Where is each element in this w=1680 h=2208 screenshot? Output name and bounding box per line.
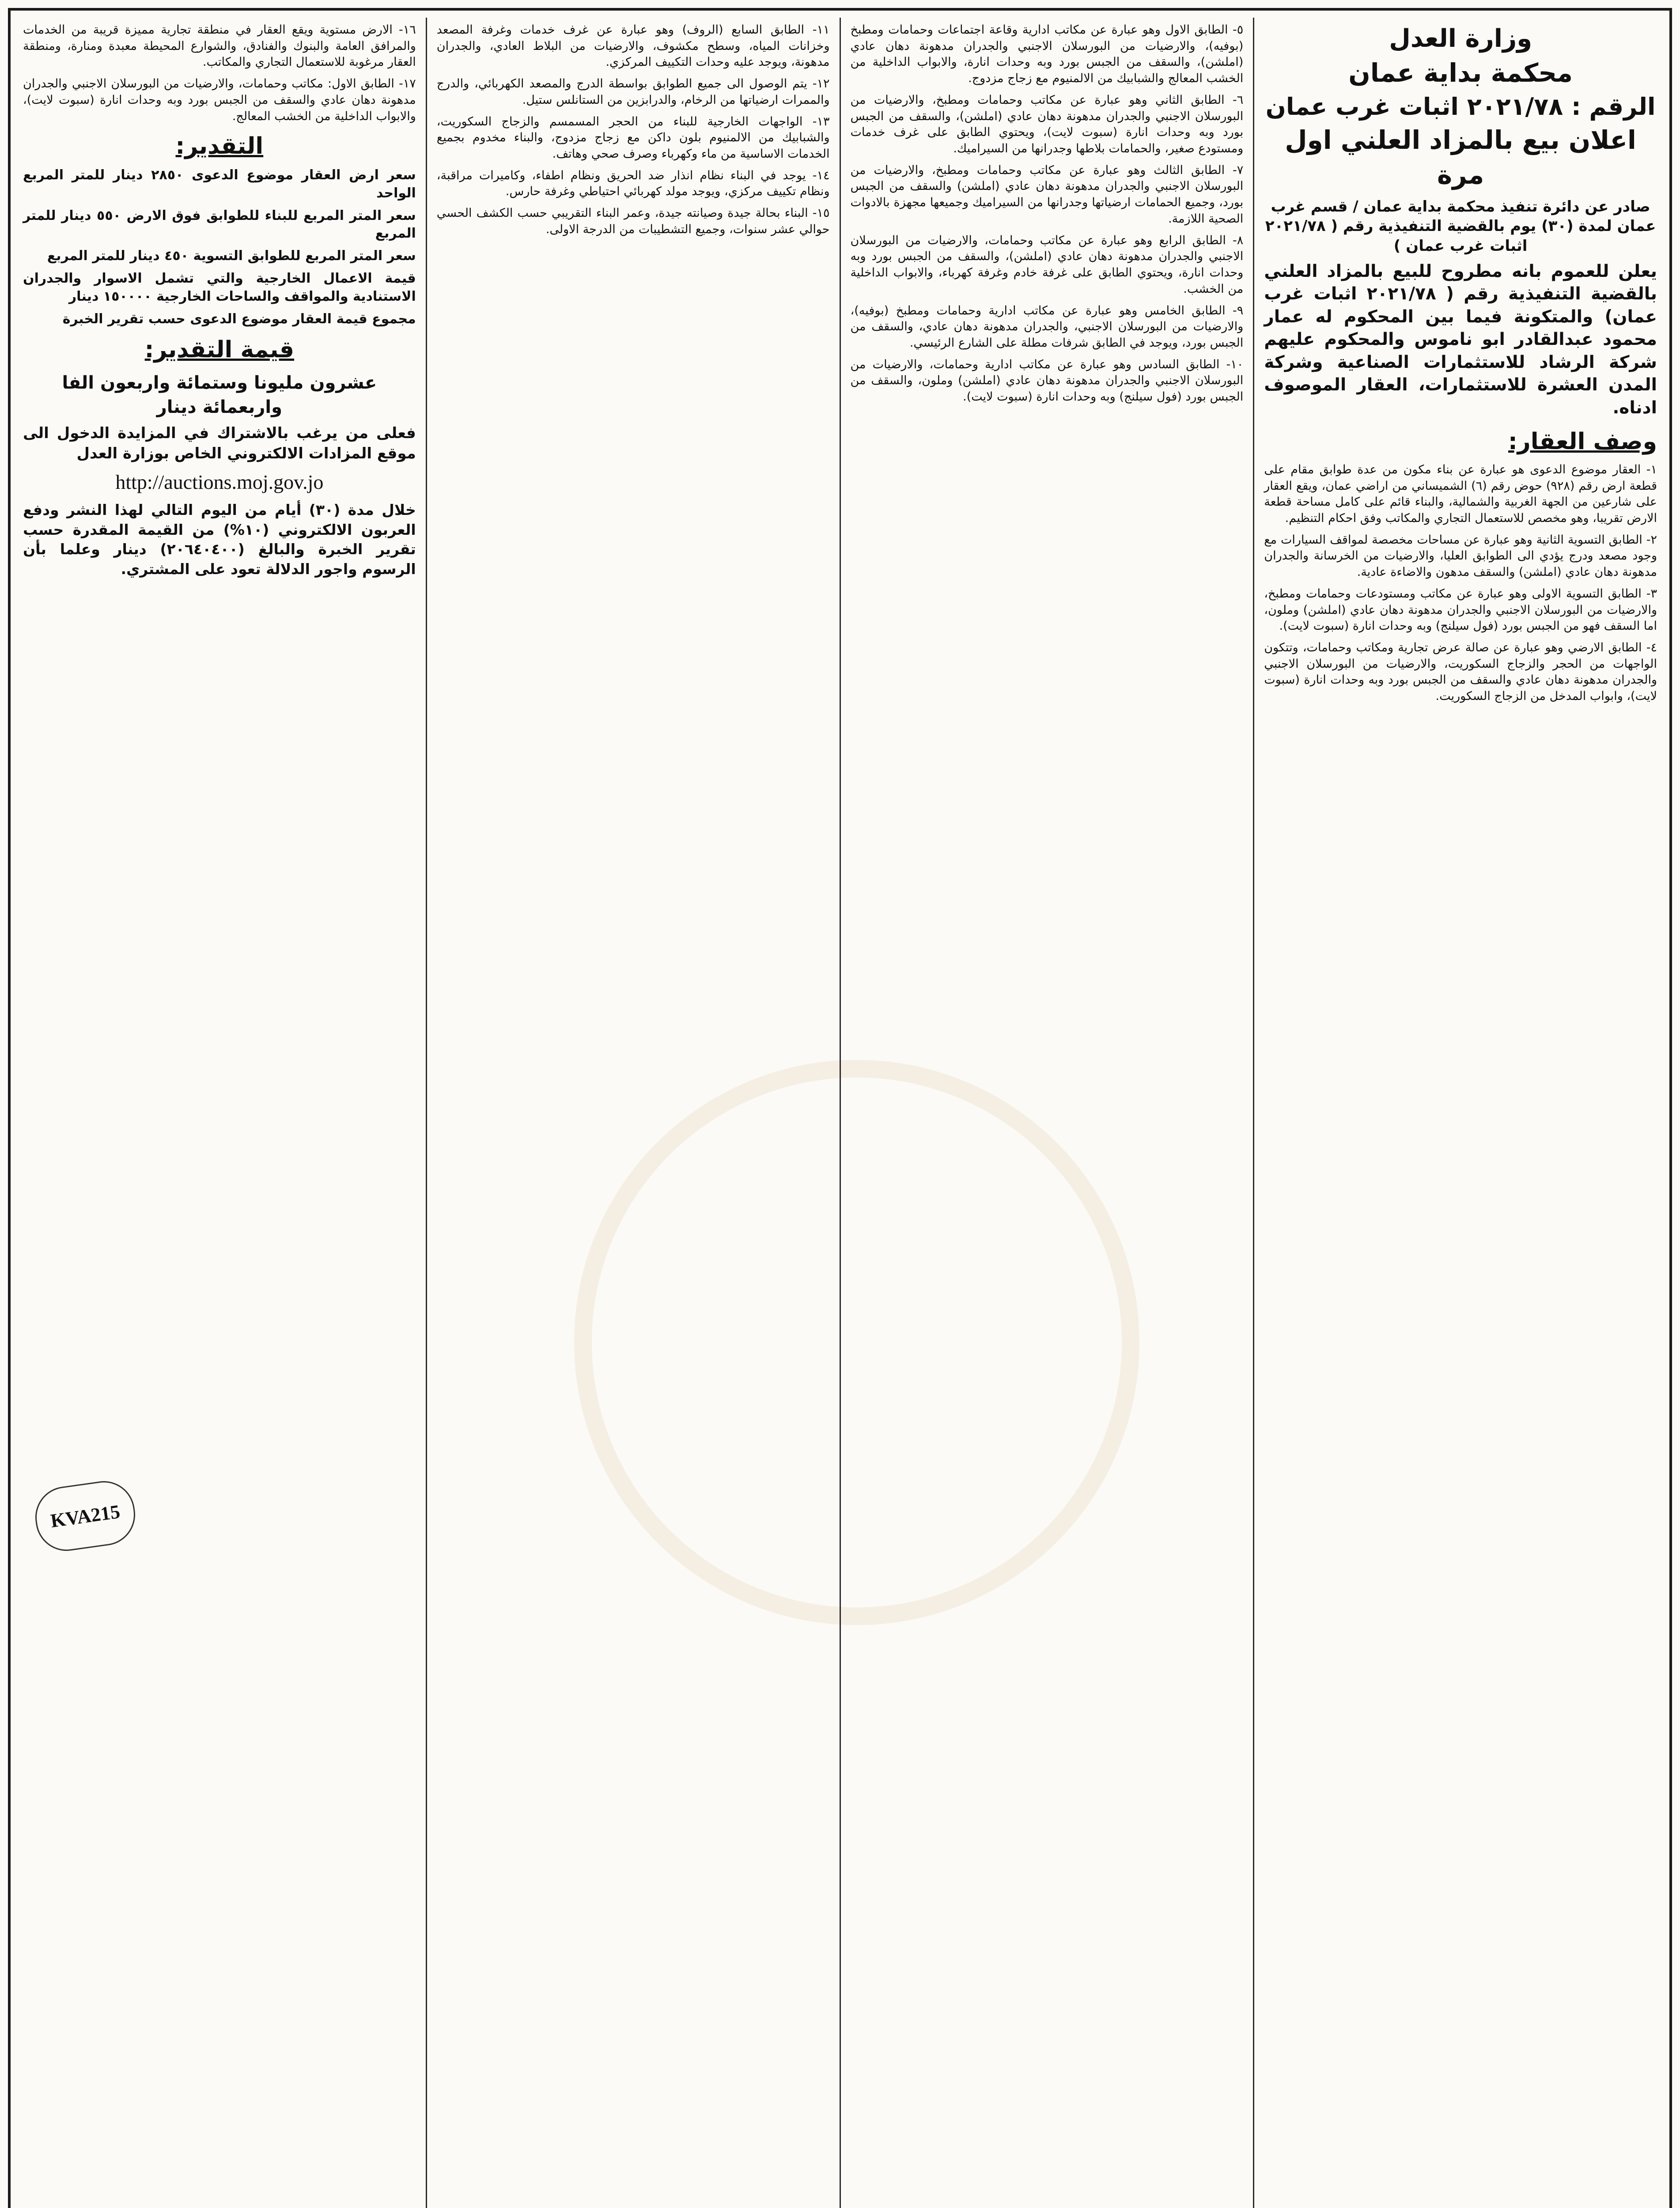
auction-url-link[interactable]: http://auctions.moj.gov.jo	[115, 470, 324, 493]
ministry-title: وزارة العدل	[1389, 24, 1532, 53]
case-reference: الرقم : ٢٠٢١/٧٨ اثبات غرب عمان	[1265, 93, 1656, 121]
paragraph: ٢- الطابق التسوية الثانية وهو عبارة عن مساحات مخصصة لمواقف السيارات مع وجود مصعد ودرج يؤدي الى الطوابق العليا، والارضيات من الخرسانة والجدران مدهونة دهان عادي (املشن) والسقف مدهون والاضاءة عادية.	[1264, 533, 1657, 579]
valuation-title: التقدير:	[175, 133, 264, 160]
paragraph: ١٢- يتم الوصول الى جميع الطوابق بواسطة الدرج والمصعد الكهربائي، والدرج والممرات ارضياتها من الرخام، والدرابزين من الستانلس ستيل.	[436, 77, 830, 107]
valuation-block	[23, 166, 416, 328]
auction-title: اعلان بيع بالمزاد العلني اول مرة	[1285, 125, 1636, 190]
column-4	[13, 18, 426, 2208]
valuation-line: مجموع قيمة العقار موضوع الدعوى حسب تقرير الخبرة	[62, 311, 416, 327]
court-title: محكمة بداية عمان	[1348, 58, 1573, 88]
reference-stamp: KVA215	[31, 1477, 139, 1555]
auction-instructions: فعلى من يرغب بالاشتراك في المزايدة الدخول الى موقع المزادات الالكتروني الخاص بوزارة العدل	[23, 424, 416, 462]
paragraph: ١٠- الطابق السادس وهو عبارة عن مكاتب ادارية وحمامات، والارضيات من البورسلان الاجنبي والجدران مدهونة دهان عادي (املشن) وملون، والسقف من الجبس بورد (فول سيلنج) وبه وحدات انارة (سبوت لايت).	[850, 357, 1244, 404]
valuation-line: سعر ارض العقار موضوع الدعوى ٢٨٥٠ دينار للمتر المربع الواحد	[23, 167, 416, 201]
paragraph: ٤- الطابق الارضي وهو عبارة عن صالة عرض تجارية ومكاتب وحمامات، وتتكون الواجهات من الحجر والزجاج السكوريت، والارضيات من البورسلان الاجنبي والجدران مدهونة دهان عادي والسقف من الجبس بورد وبه وحدات انارة (سبوت لايت)، وابواب المدخل من الزجاج السكوريت.	[1264, 640, 1657, 703]
paragraph: ١٦- الارض مستوية ويقع العقار في منطقة تجارية مميزة قريبة من الخدمات والمرافق العامة والبنوك والفنادق، والشوارع المحيطة معبدة ومنارة، ومنطقة العقار مرغوبة للاستعمال التجاري والمكاتب.	[23, 23, 416, 69]
text-columns	[13, 18, 1667, 2208]
paragraph: ١٤- يوجد في البناء نظام انذار ضد الحريق ونظام اطفاء، وكاميرات مراقبة، ونظام تكييف مركزي، ويوجد مولد كهربائي احتياطي وغرفة حارس.	[436, 168, 830, 199]
paragraph: ١٧- الطابق الاول: مكاتب وحمامات، والارضيات من البورسلان الاجنبي والجدران مدهونة دهان عادي والسقف من الجبس بورد وبه وحدات انارة (سبوت لايت)، والابواب الداخلية من الخشب المعالج.	[23, 77, 416, 123]
column-2	[840, 18, 1253, 2208]
paragraph: ٧- الطابق الثالث وهو عبارة عن مكاتب وحمامات ومطبخ، والارضيات من البورسلان الاجنبي والجدران مدهونة دهان عادي (املشن) والسقف من الجبس بورد، وجميع الحمامات ارضياتها وجدرانها من السيراميك وجميعها مجهزة بالادوات الصحية اللازمة.	[850, 163, 1244, 226]
price-value: عشرون مليونا وستمائة واربعون الفا واربعمائة دينار	[62, 373, 377, 417]
header-block	[1264, 22, 1657, 193]
valuation-line: سعر المتر المربع للطوابق التسوية ٤٥٠ دينار للمتر المربع	[47, 248, 416, 264]
valuation-line: سعر المتر المربع للبناء للطوابق فوق الارض ٥٥٠ دينار للمتر المربع	[23, 208, 416, 242]
paragraph: ١- العقار موضوع الدعوى هو عبارة عن بناء مكون من عدة طوابق مقام على قطعة ارض رقم (٩٢٨) حوض رقم (٦) الشميساني من اراضي عمان، ويقع العقار على شارعين من الجهة الغربية والشمالية، والبناء قائم على كامل مساحة قطعة الارض تقريبا، وهو مخصص للاستعمال التجاري والمكاتب وفق احكام التنظيم.	[1264, 462, 1657, 525]
deposit-terms: خلال مدة (٣٠) أيام من اليوم التالي لهذا النشر ودفع العربون الالكتروني (١٠%) من القيمة المقدرة حسب تقرير الخبرة والبالغ (٢٠٦٤٠٤٠٠) دينار وعلما بأن الرسوم واجور الدلالة تعود على المشتري.	[23, 501, 416, 578]
public-notice: يعلن للعموم بانه مطروح للبيع بالمزاد العلني بالقضية التنفيذية رقم ( ٢٠٢١/٧٨ اثبات غرب عمان) والمتكونة فيما بين المحكوم له عمار محمود عبدالقادر ابو ناموس والمحكوم عليهم شركة الرشاد للاستثمارات الصناعية وشركة المدن العشرة للاستثمارات، العقار الموصوف ادناه.	[1264, 261, 1657, 418]
issued-by: صادر عن دائرة تنفيذ محكمة بداية عمان / قسم غرب عمان لمدة (٣٠) يوم بالقضية التنفيذية رقم ( ٢٠٢١/٧٨ اثبات غرب عمان )	[1265, 198, 1656, 255]
paragraph: ١٥- البناء بحالة جيدة وصيانته جيدة، وعمر البناء التقريبي حسب الكشف الحسي حوالي عشر سنوات، وجميع التشطيبات من الدرجة الاولى.	[436, 206, 830, 236]
column-1	[1253, 18, 1667, 2208]
price-title: قيمة التقدير:	[144, 336, 295, 363]
paragraph: ٨- الطابق الرابع وهو عبارة عن مكاتب وحمامات، والارضيات من البورسلان الاجنبي والجدران مدهونة دهان عادي (املشن)، والسقف من الجبس بورد وبه وحدات انارة، ويحتوي الطابق على غرفة خادم وغرفة كهرباء، والابواب الداخلية من الخشب.	[850, 233, 1244, 296]
paragraph: ١٣- الواجهات الخارجية للبناء من الحجر المسمسم والزجاج السكوريت، والشبابيك من الالمنيوم بلون داكن مع زجاج مزدوج، والبناء مخدوم بجميع الخدمات الاساسية من ماء وكهرباء وصرف صحي وهاتف.	[436, 114, 830, 161]
paragraph: ٦- الطابق الثاني وهو عبارة عن مكاتب وحمامات ومطبخ، والارضيات من البورسلان الاجنبي والجدران مدهونة دهان عادي (املشن)، والسقف من الجبس بورد وبه وحدات انارة (سبوت لايت)، ويحتوي الطابق على غرف خدمات ومستودع صغير، والحمامات بلاطها وجدرانها من السيراميك.	[850, 93, 1244, 156]
paragraph: ٣- الطابق التسوية الاولى وهو عبارة عن مكاتب ومستودعات وحمامات ومطبخ، والارضيات من البورسلان الاجنبي والجدران مدهونة دهان عادي (املشن) وملون، اما السقف فهو من الجبس بورد (فول سيلنج) وبه وحدات انارة (سبوت لايت).	[1264, 586, 1657, 633]
column-3	[426, 18, 840, 2208]
paragraph: ٩- الطابق الخامس وهو عبارة عن مكاتب ادارية وحمامات ومطبخ (بوفيه)، والارضيات من البورسلان الاجنبي، والجدران مدهونة دهان عادي، والسقف من الجبس بورد، ويوجد في الطابق شرفات مطلة على الشارع الرئيسي.	[850, 303, 1244, 350]
paragraph: ٥- الطابق الاول وهو عبارة عن مكاتب ادارية وقاعة اجتماعات وحمامات ومطبخ (بوفيه)، والارضيات من البورسلان الاجنبي والجدران مدهونة دهان عادي (املشن)، والسقف من الجبس بورد وبه وحدات انارة، والابواب الداخلية من الخشب المعالج والشبابيك من الالمنيوم مع زجاج مزدوج.	[850, 23, 1244, 86]
description-title: وصف العقار:	[1508, 428, 1657, 455]
valuation-line: قيمة الاعمال الخارجية والتي تشمل الاسوار والجدران الاستنادية والمواقف والساحات الخارجية ١٥٠٠٠٠ دينار	[23, 271, 416, 304]
paragraph: ١١- الطابق السابع (الروف) وهو عبارة عن غرف خدمات وغرفة المصعد وخزانات المياه، وسطح مكشوف، والارضيات من البلاط العادي، والجدران مدهونة، ويوجد عليه وحدات التكييف المركزي.	[436, 23, 830, 69]
